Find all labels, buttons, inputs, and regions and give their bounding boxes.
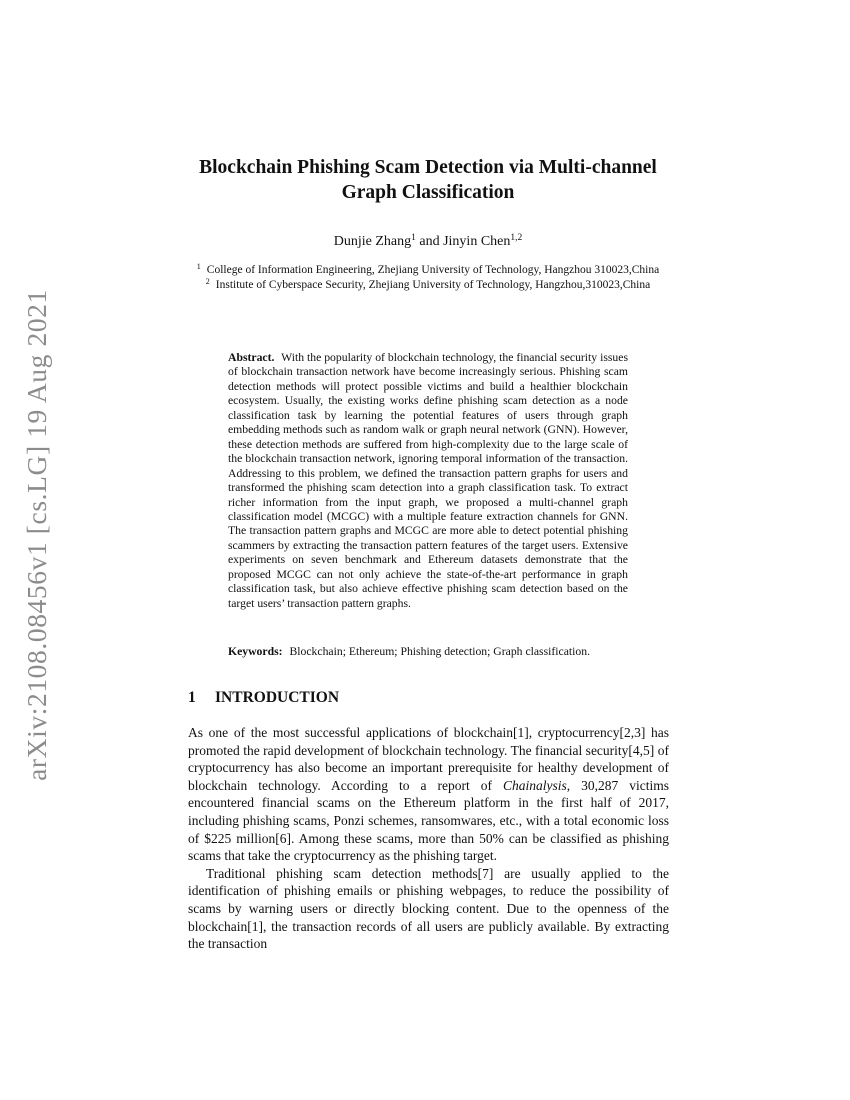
introduction-body [188, 724, 669, 953]
author-affiliation-mark: 1 [411, 233, 416, 243]
affiliation-text: Institute of Cyberspace Security, Zhejiang University of Technology, Hangzhou,310023,China [215, 279, 651, 291]
section-title: INTRODUCTION [215, 689, 340, 706]
section-number: 1 [188, 689, 196, 706]
arxiv-identifier-stamp [14, 290, 60, 780]
affiliation-mark: 2 [205, 277, 210, 286]
paper-title-line-1: Blockchain Phishing Scam Detection via Multi-channel [199, 157, 657, 178]
paragraph [188, 724, 669, 865]
arxiv-identifier-text: arXiv:2108.08456v1 [cs.LG] 19 Aug 2021 [21, 289, 52, 781]
author-name: Dunjie Zhang [333, 234, 412, 249]
abstract [228, 351, 628, 611]
affiliation-list [150, 263, 706, 293]
affiliation-text: College of Information Engineering, Zhejiang University of Technology, Hangzhou 310023,China [206, 264, 660, 276]
abstract-text: With the popularity of blockchain technology, the financial security issues of blockchain transaction network have become increasingly serious. Phishing scam detection methods will protect possible victims and build a healthier blockchain ecosystem. Usually, the existing works define phishing scam detection as a node classification task by learning the potential features of users through graph embedding methods such as random walk or graph neural network (GNN). However, these detection methods are suffered from high-complexity due to the large scale of the blockchain transaction network, ignoring temporal information of the transaction. Addressing to this problem, we defined the transaction pattern graphs for users and transformed the phishing scam detection into a graph classification task. To extract richer information from the input graph, we proposed a multi-channel graph classification model (MCGC) with a multiple feature extraction channels for GNN. The transaction pattern graphs and MCGC are more able to detect potential phishing scammers by extracting the transaction pattern features of the target users. Extensive experiments on seven benchmark and Ethereum datasets demonstrate that the proposed MCGC can not only achieve the state-of-the-art performance in graph classification task, but also achieve effective phishing scam detection based on the target users’ transaction pattern graphs. [228, 351, 628, 610]
paragraph-text: Traditional phishing scam detection methods[7] are usually applied to the identification of phishing emails or phishing webpages, to reduce the possibility of scams by warning users or directly blocking content. Due to the openness of the blockchain[1], the transaction records of all users are publicly available. By extracting the transaction [188, 865, 669, 952]
paragraph [188, 865, 669, 953]
keywords-text: Blockchain; Ethereum; Phishing detection; Graph classification. [289, 645, 591, 658]
author-list [150, 233, 706, 251]
section-heading [188, 688, 339, 708]
affiliation-mark: 1 [196, 262, 201, 271]
affiliation-item [150, 263, 706, 278]
abstract-label: Abstract. [228, 351, 275, 364]
paragraph-text: As one of the most successful applications of blockchain[1], cryptocurrency[2,3] has promoted the rapid development of blockchain technology. The financial security[4,5] of cryptocurrency has also become an important prerequisite for healthy development of blockchain technology. According to a report of [188, 725, 669, 793]
keywords-label: Keywords: [228, 645, 283, 658]
author-affiliation-mark: 1,2 [510, 233, 523, 243]
paragraph-text: , 30,287 victims encountered financial scams on the Ethereum platform in the first half of 2017, including phishing scams, Ponzi schemes, ransomwares, etc., with a total economic loss of $225 million[6]. Among these scams, more than 50% can be classified as phishing scams that take the cryptocurrency as the phishing target. [188, 777, 669, 864]
paper-title-line-2: Graph Classification [341, 182, 515, 203]
author-name: Jinyin Chen [443, 234, 511, 249]
author-connector: and [415, 234, 444, 249]
emphasized-term: Chainalysis [502, 777, 567, 793]
affiliation-item [125, 278, 731, 293]
paper-title [150, 155, 706, 205]
keywords [228, 645, 628, 659]
